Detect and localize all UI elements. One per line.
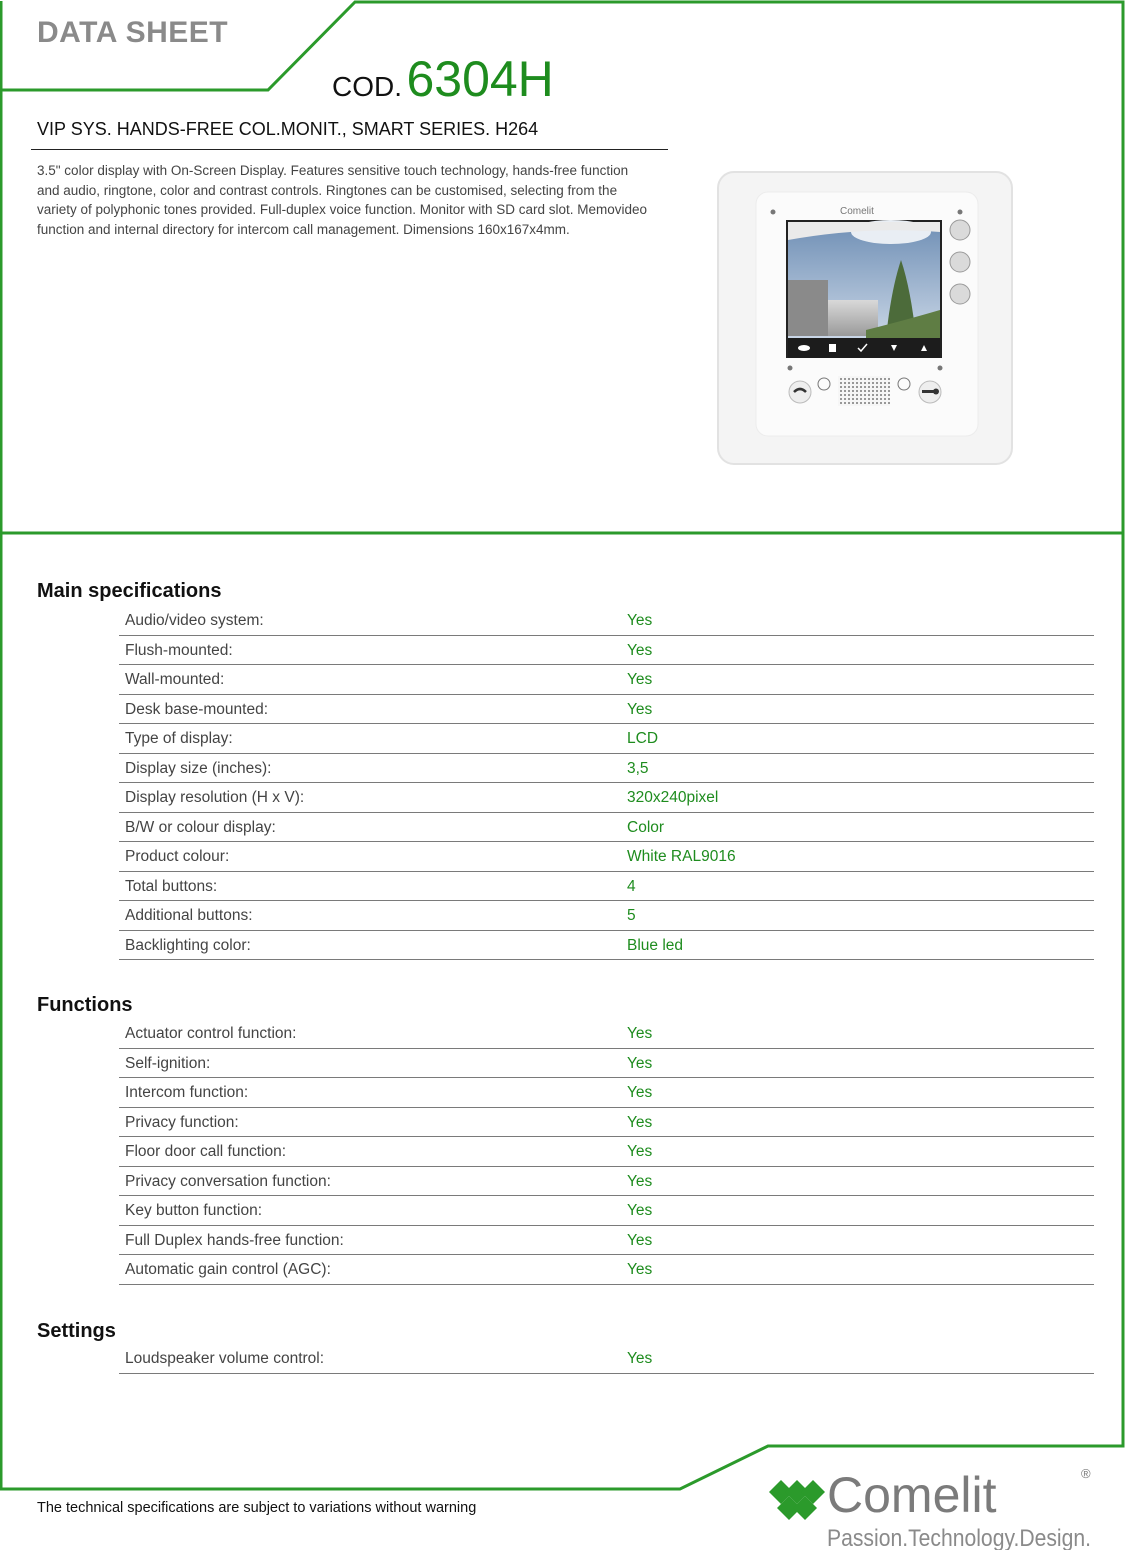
spec-label: Key button function: (125, 1202, 263, 1219)
spec-label: B/W or colour display: (125, 818, 276, 836)
spec-row (119, 1078, 1094, 1108)
main-specs-table (119, 606, 1094, 960)
spec-label: Audio/video system: (125, 612, 264, 629)
spec-value: Yes (627, 1143, 653, 1160)
title-divider (31, 149, 668, 150)
spec-row (119, 842, 1094, 872)
logo-wordmark: Comelit (827, 1467, 997, 1523)
spec-value: Yes (627, 1054, 653, 1072)
spec-label: Automatic gain control (AGC): (125, 1261, 331, 1278)
spec-value: Yes (627, 1172, 653, 1190)
settings-table (119, 1344, 1094, 1374)
spec-value: White RAL9016 (627, 848, 736, 865)
spec-row (119, 813, 1094, 843)
spec-value: 320x240pixel (627, 789, 719, 806)
spec-label: Privacy conversation function: (125, 1172, 331, 1190)
spec-row (119, 1255, 1094, 1285)
spec-row (119, 724, 1094, 754)
registered-mark: ® (1081, 1466, 1091, 1481)
comelit-logo (765, 1462, 1095, 1550)
spec-value: Yes (627, 1084, 653, 1101)
spec-row (119, 1137, 1094, 1167)
spec-label: Loudspeaker volume control: (125, 1350, 325, 1367)
spec-value: Yes (627, 1113, 653, 1131)
spec-row (119, 754, 1094, 784)
spec-row (119, 1019, 1094, 1049)
spec-label: Flush-mounted: (125, 641, 233, 659)
product-code (332, 50, 554, 108)
spec-row (119, 872, 1094, 902)
product-description: 3.5" color display with On-Screen Display. Features sensitive touch technology, hands-free function and audio, ringtone, color and contrast controls. Ringtones can be customised, selecting from the variety of polyphonic tones provided. Full-duplex voice function. Monitor with SD card slot. Memovideo function and internal directory for intercom call management. Dimensions 160x167x4mm. (37, 163, 648, 237)
spec-row (119, 783, 1094, 813)
footer-disclaimer: The technical specifications are subject to variations without warning (37, 1500, 477, 1516)
spec-value: Yes (627, 1231, 653, 1249)
spec-row (119, 1226, 1094, 1256)
spec-label: Backlighting color: (125, 936, 251, 954)
settings-title: Settings (37, 1320, 116, 1342)
spec-value: Yes (627, 1202, 653, 1219)
spec-row (119, 1344, 1094, 1374)
spec-value: Yes (627, 1025, 653, 1042)
spec-value: Yes (627, 612, 653, 629)
spec-value: Blue led (627, 936, 684, 954)
spec-row (119, 606, 1094, 636)
data-sheet-label: DATA SHEET (37, 16, 229, 49)
spec-label: Additional buttons: (125, 907, 253, 924)
code-prefix: COD. (332, 71, 402, 102)
spec-row (119, 1108, 1094, 1138)
spec-label: Type of display: (125, 730, 233, 747)
spec-value: 5 (627, 907, 636, 924)
functions-title: Functions (37, 994, 133, 1016)
spec-value: Yes (627, 700, 653, 718)
product-image (716, 170, 1014, 466)
spec-row (119, 1049, 1094, 1079)
spec-row (119, 665, 1094, 695)
functions-table (119, 1019, 1094, 1285)
spec-row (119, 695, 1094, 725)
product-title: VIP SYS. HANDS-FREE COL.MONIT., SMART SERIES. H264 (37, 119, 539, 139)
spec-value: 4 (627, 877, 636, 895)
spec-value: Yes (627, 641, 653, 659)
spec-label: Full Duplex hands-free function: (125, 1231, 344, 1249)
device-brand-text: Comelit (840, 206, 874, 217)
spec-label: Self-ignition: (125, 1054, 211, 1072)
spec-label: Display size (inches): (125, 759, 272, 777)
spec-row (119, 931, 1094, 961)
code-number: 6304H (406, 51, 554, 107)
spec-label: Actuator control function: (125, 1025, 297, 1042)
spec-label: Floor door call function: (125, 1143, 287, 1160)
spec-label: Display resolution (H x V): (125, 789, 305, 806)
spec-value: Yes (627, 1350, 653, 1367)
spec-label: Privacy function: (125, 1113, 239, 1131)
spec-label: Intercom function: (125, 1084, 249, 1101)
spec-label: Total buttons: (125, 877, 218, 895)
spec-label: Desk base-mounted: (125, 700, 269, 718)
spec-row (119, 901, 1094, 931)
spec-value: Yes (627, 1261, 653, 1278)
spec-row (119, 1167, 1094, 1197)
main-specs-title: Main specifications (37, 580, 222, 602)
spec-row (119, 636, 1094, 666)
spec-value: Color (627, 818, 665, 836)
spec-label: Wall-mounted: (125, 671, 225, 688)
spec-row (119, 1196, 1094, 1226)
spec-value: 3,5 (627, 759, 649, 777)
spec-value: Yes (627, 671, 653, 688)
spec-value: LCD (627, 730, 659, 747)
logo-tagline: Passion.Technology.Design. (827, 1525, 1091, 1550)
spec-label: Product colour: (125, 848, 230, 865)
